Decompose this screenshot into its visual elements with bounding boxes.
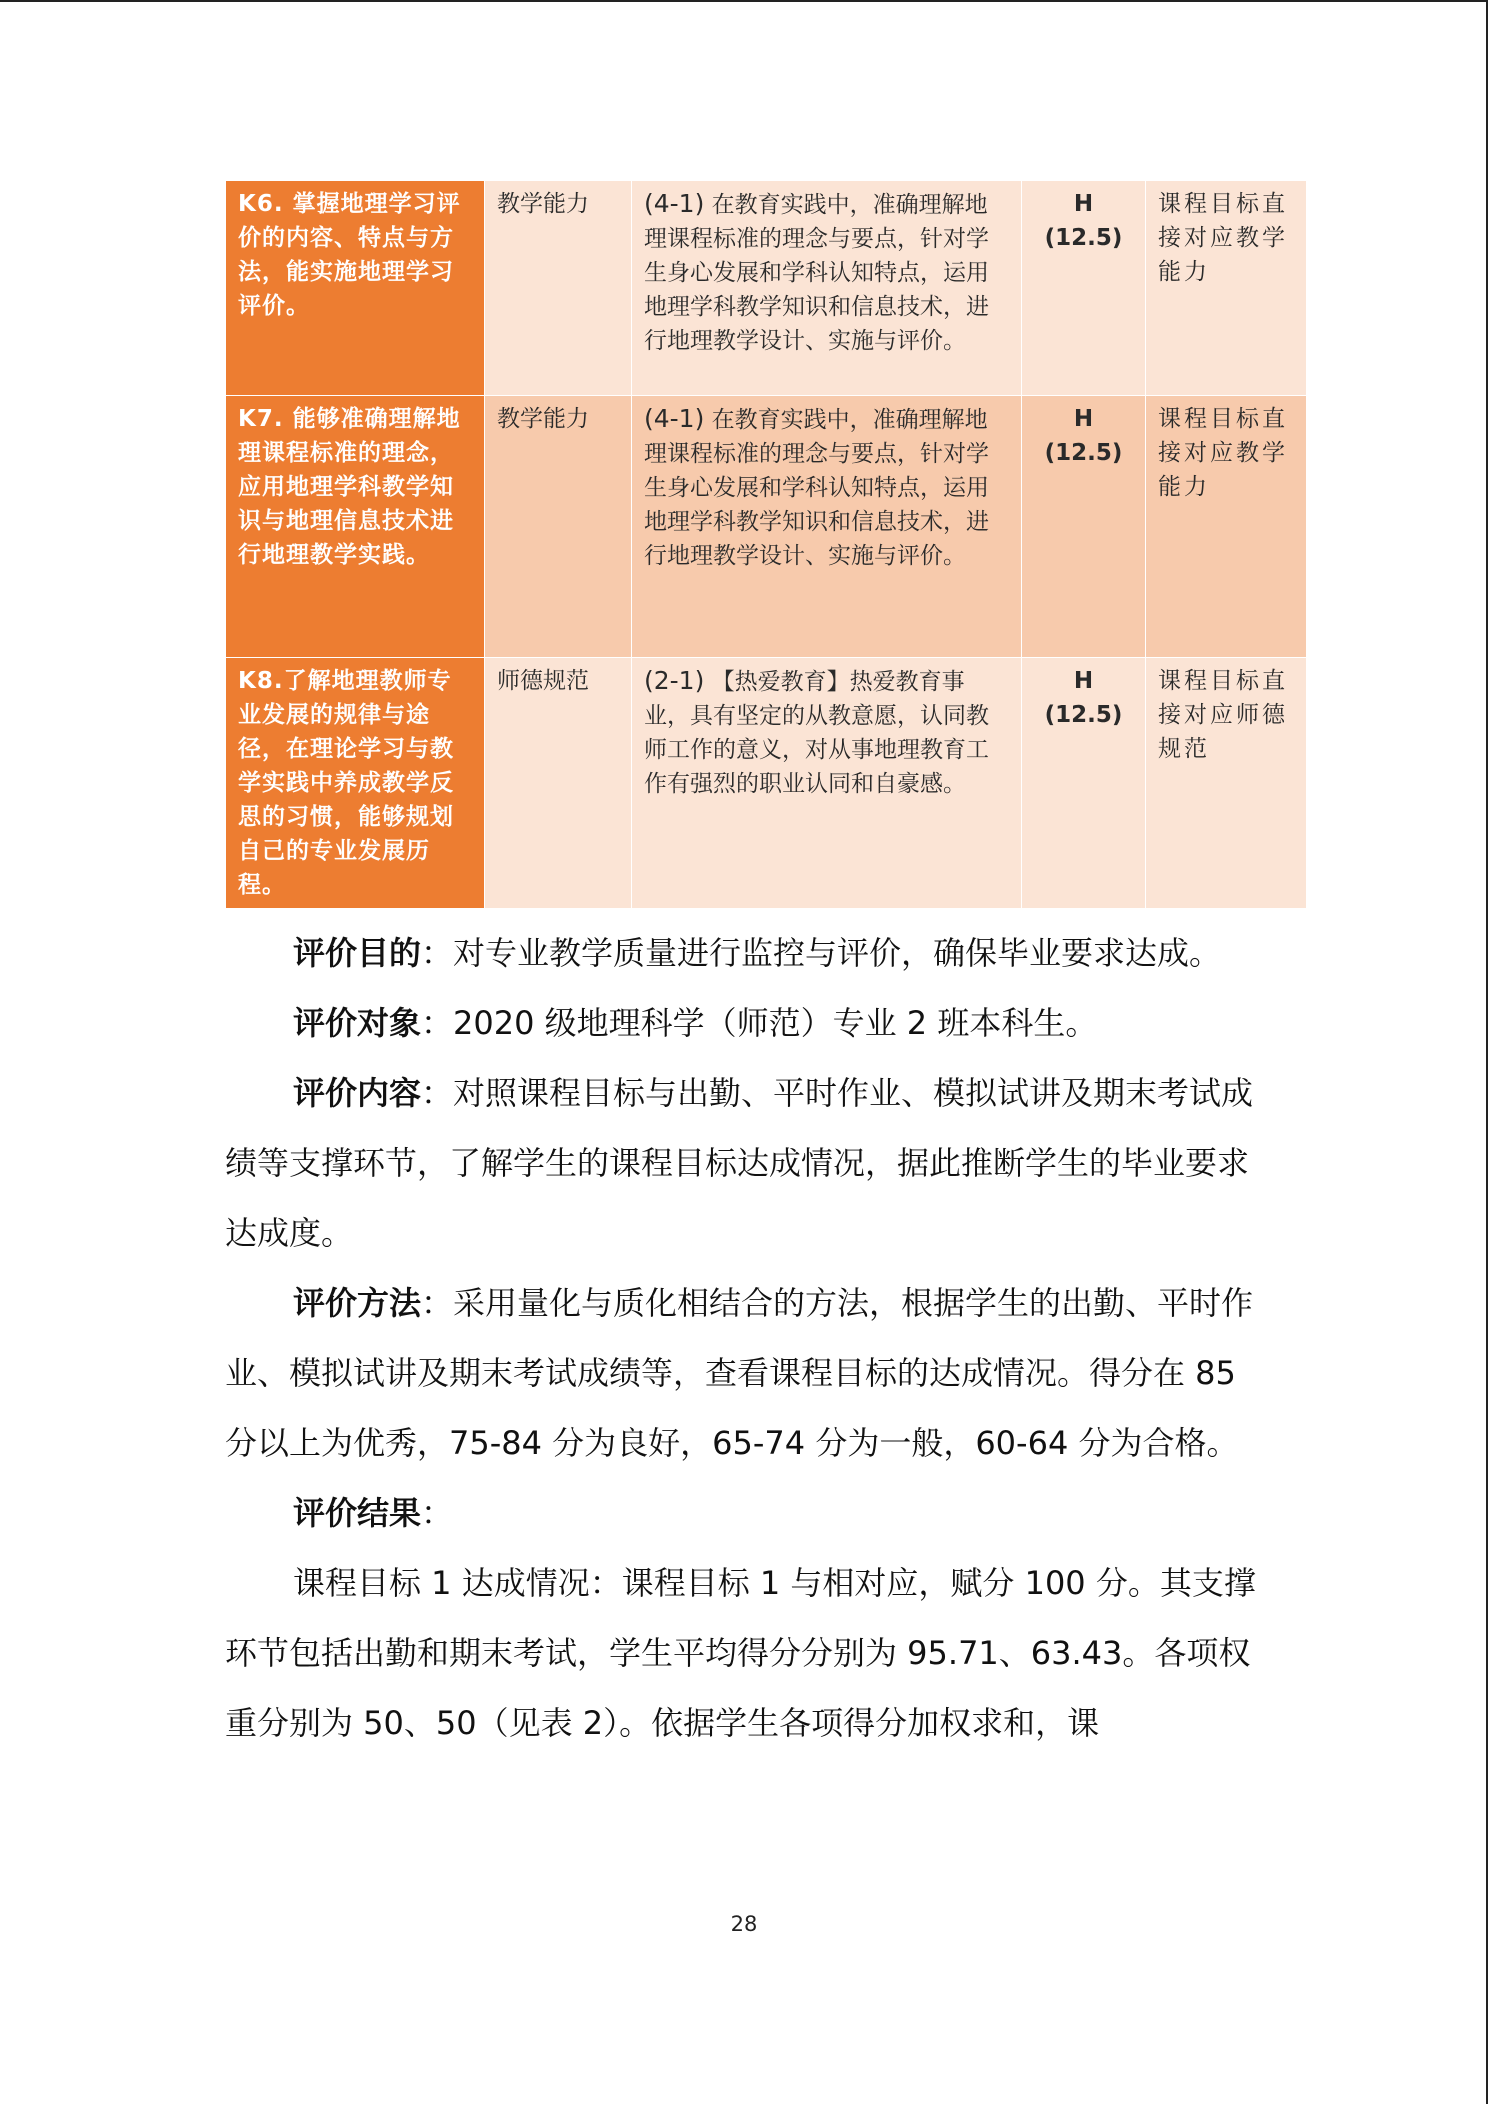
object-label: 评价对象 <box>293 1004 422 1042</box>
course-goals-table <box>225 180 1307 909</box>
paragraph-purpose <box>225 918 1265 988</box>
goal-cell <box>226 658 485 909</box>
goal-code: K7. <box>238 406 284 432</box>
goal-text: 了解地理教师专业发展的规律与途径，在理论学习与教学实践中养成教学反思的习惯，能够规划自己的专业发展历程。 <box>238 668 454 898</box>
requirement-type: 教学能力 <box>485 181 632 396</box>
relation-text: 课程目标直接对应师德规范 <box>1146 658 1307 909</box>
indicator-code: (2-1) <box>644 666 705 695</box>
result-text: ： <box>421 1494 454 1532</box>
indicator-point <box>632 181 1022 396</box>
weight-value: (12.5) <box>1044 702 1123 728</box>
requirement-type: 教学能力 <box>485 396 632 658</box>
weight-value: (12.5) <box>1044 225 1123 251</box>
indicator-point <box>632 396 1022 658</box>
evaluation-text <box>225 918 1265 1758</box>
indicator-text: 【热爱教育】热爱教育事业，具有坚定的从教意愿，认同教师工作的意义，对从事地理教育工作有强烈的职业认同和自豪感。 <box>644 669 989 797</box>
goal-cell <box>226 181 485 396</box>
support-level <box>1022 658 1146 909</box>
goal-cell <box>226 396 485 658</box>
goal-code: K6. <box>238 191 284 217</box>
content-label: 评价内容 <box>293 1074 422 1112</box>
support-level <box>1022 181 1146 396</box>
table-row <box>226 658 1307 909</box>
purpose-text: ：对专业教学质量进行监控与评价，确保毕业要求达成。 <box>421 934 1222 972</box>
relation-text: 课程目标直接对应教学能力 <box>1146 396 1307 658</box>
table-row <box>226 396 1307 658</box>
requirement-type: 师德规范 <box>485 658 632 909</box>
method-text: ：采用量化与质化相结合的方法，根据学生的出勤、平时作业、模拟试讲及期末考试成绩等，查看课程目标的达成情况。得分在 85 分以上为优秀，75-84 分为良好，65-74 分为一般，60-64 分为合格。 <box>225 1284 1254 1462</box>
page-border-top <box>0 0 1488 2</box>
table-row <box>226 181 1307 396</box>
level-value: H <box>1073 191 1094 217</box>
result-label: 评价结果 <box>293 1494 422 1532</box>
paragraph-result <box>225 1478 1265 1548</box>
paragraph-goal1: 课程目标 1 达成情况：课程目标 1 与相对应，赋分 100 分。其支撑环节包括出勤和期末考试，学生平均得分分别为 95.71、63.43。各项权重分别为 50、50（见表 2）。依据学生各项得分加权求和，课 <box>225 1564 1256 1742</box>
indicator-text: 在教育实践中，准确理解地理课程标准的理念与要点，针对学生身心发展和学科认知特点，运用地理学科教学知识和信息技术，进行地理教学设计、实施与评价。 <box>644 407 989 569</box>
goal-code: K8. <box>238 668 284 694</box>
object-text: ：2020 级地理科学（师范）专业 2 班本科生。 <box>421 1004 1098 1042</box>
purpose-label: 评价目的 <box>293 934 422 972</box>
level-value: H <box>1073 668 1094 694</box>
indicator-point <box>632 658 1022 909</box>
support-level <box>1022 396 1146 658</box>
goal-text: 能够准确理解地理课程标准的理念，应用地理学科教学知识与地理信息技术进行地理教学实践。 <box>238 406 461 568</box>
indicator-code: (4-1) <box>644 404 705 433</box>
indicator-text: 在教育实践中，准确理解地理课程标准的理念与要点，针对学生身心发展和学科认知特点，运用地理学科教学知识和信息技术，进行地理教学设计、实施与评价。 <box>644 192 989 354</box>
paragraph-object <box>225 988 1265 1058</box>
method-label: 评价方法 <box>293 1284 422 1322</box>
paragraph-method <box>225 1268 1265 1478</box>
level-value: H <box>1073 406 1094 432</box>
content-text: ：对照课程目标与出勤、平时作业、模拟试讲及期末考试成绩等支撑环节，了解学生的课程目标达成情况，据此推断学生的毕业要求达成度。 <box>225 1074 1254 1252</box>
paragraph-content <box>225 1058 1265 1268</box>
goal-text: 掌握地理学习评价的内容、特点与方法，能实施地理学习评价。 <box>238 191 461 319</box>
indicator-code: (4-1) <box>644 189 705 218</box>
weight-value: (12.5) <box>1044 440 1123 466</box>
relation-text: 课程目标直接对应教学能力 <box>1146 181 1307 396</box>
page-number: 28 <box>730 1912 758 1936</box>
